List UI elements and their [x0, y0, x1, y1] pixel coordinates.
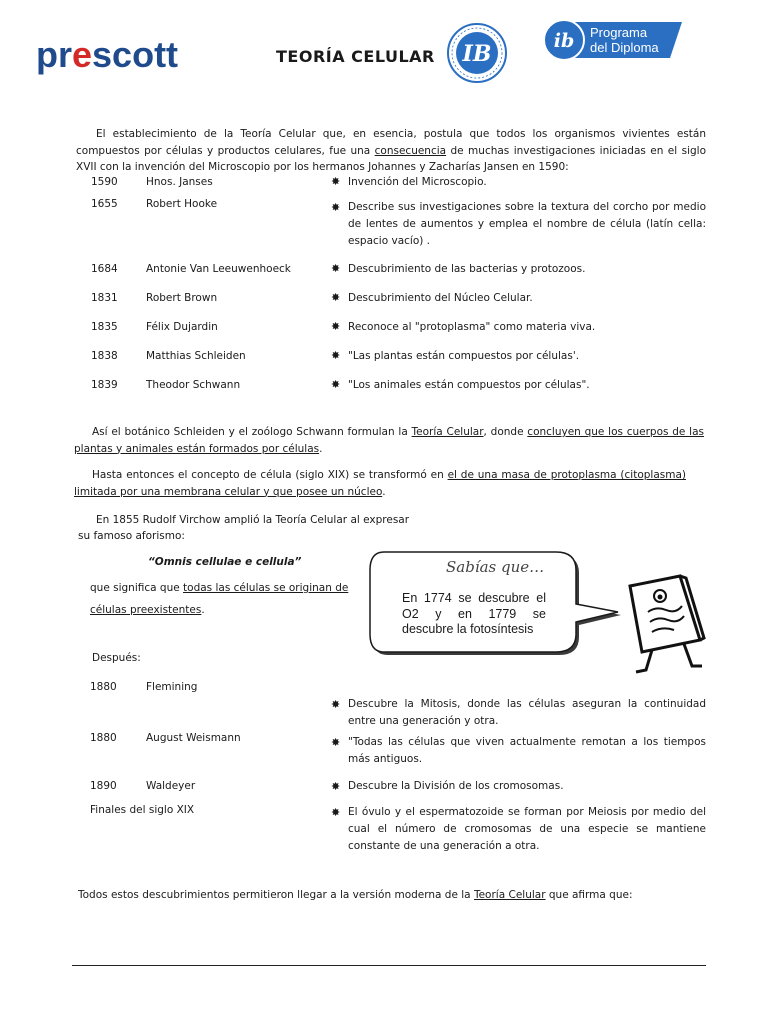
- bullet-star-icon: ✸: [331, 262, 341, 275]
- callout-line1: En 1774 se descubre el: [402, 591, 546, 605]
- teoria-celular-final-link: Teoría Celular: [473, 889, 546, 901]
- timeline1-desc: Descubrimiento de las bacterias y protozoos.: [348, 263, 586, 275]
- teoria-celular-link: Teoría Celular: [411, 426, 484, 438]
- prescott-logo: [36, 34, 178, 76]
- timeline1-year: 1590: [91, 176, 118, 188]
- timeline1-desc: Descubrimiento del Núcleo Celular.: [348, 292, 533, 304]
- timeline2-desc: Descubre la División de los cromosomas.: [348, 780, 564, 792]
- intro-line2: compuestos por células y productos celulares, fue una consecuencia de muchas investigaciones iniciadas en el siglo: [76, 144, 706, 157]
- para2-line2: plantas y animales están formados por células.: [74, 442, 323, 455]
- despues-label: Después:: [92, 652, 141, 664]
- bullet-star-icon: ✸: [331, 349, 341, 362]
- timeline1-year: 1684: [91, 263, 118, 275]
- bullet-star-icon: ✸: [331, 780, 341, 793]
- badge-ib-text: ib: [553, 30, 575, 52]
- timeline1-year: 1831: [91, 292, 118, 304]
- footer-divider: [72, 965, 706, 966]
- intro-paragraph: [76, 126, 706, 176]
- timeline1-desc: Invención del Microscopio.: [348, 176, 487, 188]
- timeline1-name: Robert Brown: [146, 292, 218, 304]
- consecuencia-link: consecuencia: [374, 144, 447, 157]
- timeline1-name: Matthias Schleiden: [146, 350, 246, 362]
- timeline1-year: 1839: [91, 379, 118, 391]
- timeline1-name: Hnos. Janses: [146, 176, 213, 188]
- bullet-star-icon: ✸: [331, 175, 341, 188]
- bullet-star-icon: ✸: [331, 736, 341, 749]
- timeline2-name: Finales del siglo XIX: [90, 804, 195, 816]
- timeline1-desc: "Los animales están compuestos por células".: [348, 379, 590, 391]
- para3-line1: Hasta entonces el concepto de célula (siglo XIX) se transformó en el de una masa de protoplasma (citoplasma): [92, 469, 686, 481]
- timeline2-desc: "Todas las células que viven actualmente remotan a los tiempos más antiguos.: [348, 736, 706, 765]
- timeline2-desc: El óvulo y el espermatozoide se forman por Meiosis por medio del cual el número de cromosomas de una especie se mantiene constante de una generación a otra.: [348, 806, 706, 852]
- para2-line1: Así el botánico Schleiden y el zoólogo Schwann formulan la Teoría Celular, donde concluyen que los cuerpos de las: [92, 426, 704, 438]
- paragraph-concepto: [74, 467, 686, 500]
- timeline1-name: Robert Hooke: [146, 198, 218, 210]
- page-title: TEORÍA CELULAR: [276, 47, 435, 66]
- timeline1-desc: Describe sus investigaciones sobre la textura del corcho por medio de lentes de aumentos y emplea el nombre de célula (latín cella: espacio vacío) .: [348, 201, 706, 247]
- bullet-star-icon: ✸: [331, 378, 341, 391]
- timeline1-desc: Reconoce al "protoplasma" como materia viva.: [348, 321, 596, 333]
- timeline2-year: 1890: [90, 780, 117, 792]
- timeline1-name: Antonie Van Leeuwenhoeck: [146, 263, 291, 275]
- intro-line1: El establecimiento de la Teoría Celular que, en esencia, postula que todos los organismos vivientes están: [96, 128, 706, 140]
- virchow-meaning-line1: que significa que todas las células se originan de: [90, 582, 349, 594]
- sign-character-clipart: [622, 572, 708, 680]
- virchow-line2: su famoso aforismo:: [78, 530, 185, 542]
- callout-text: [402, 591, 546, 638]
- logo-text: prescott: [36, 34, 179, 75]
- timeline1-name: Félix Dujardin: [146, 321, 218, 333]
- callout-line3: descubre la fotosíntesis: [402, 622, 534, 636]
- paragraph-schleiden-schwann: [74, 424, 704, 457]
- seal-text: IB: [462, 41, 492, 67]
- badge-line2: del Diploma: [590, 40, 659, 55]
- bullet-star-icon: ✸: [331, 291, 341, 304]
- intro-line3: XVII con la invención del Microscopio por los hermanos Johannes y Zacharías Jansen en 1590:: [76, 161, 569, 173]
- timeline1-name: Theodor Schwann: [146, 379, 241, 391]
- bullet-star-icon: ✸: [331, 806, 341, 819]
- para3-line2: limitada por una membrana celular y que posee un núcleo.: [74, 485, 386, 498]
- virchow-quote: “Omnis cellulae e cellula”: [148, 556, 302, 568]
- timeline2-year: 1880: [90, 681, 117, 693]
- badge-line1: Programa: [590, 25, 648, 40]
- timeline2-year: 1880: [90, 732, 117, 744]
- ib-diploma-badge: [542, 18, 686, 62]
- bullet-star-icon: ✸: [331, 320, 341, 333]
- timeline2-name: August Weismann: [146, 732, 241, 744]
- timeline2-desc: Descubre la Mitosis, donde las células aseguran la continuidad entre una generación y otra.: [348, 698, 706, 727]
- bullet-star-icon: ✸: [331, 201, 341, 214]
- timeline1-year: 1838: [91, 350, 118, 362]
- timeline1-year: 1835: [91, 321, 118, 333]
- callout-title: Sabías que…: [446, 558, 545, 576]
- timeline1-desc: "Las plantas están compuestos por células'.: [348, 350, 580, 362]
- timeline2-name: Waldeyer: [146, 780, 196, 792]
- virchow-line1: En 1855 Rudolf Virchow amplió la Teoría Celular al expresar: [96, 514, 410, 526]
- virchow-meaning-line2: células preexistentes.: [90, 604, 205, 616]
- logo-letter-accent: e: [72, 34, 93, 75]
- timeline2-name: Flemining: [146, 681, 198, 693]
- callout-line2: O2 y en 1779 se: [402, 606, 546, 621]
- bullet-star-icon: ✸: [331, 698, 341, 711]
- timeline1-year: 1655: [91, 198, 118, 210]
- final-sentence: Todos estos descubrimientos permitieron llegar a la versión moderna de la Teoría Celular que afirma que:: [78, 889, 633, 901]
- ib-seal-logo: [446, 22, 508, 84]
